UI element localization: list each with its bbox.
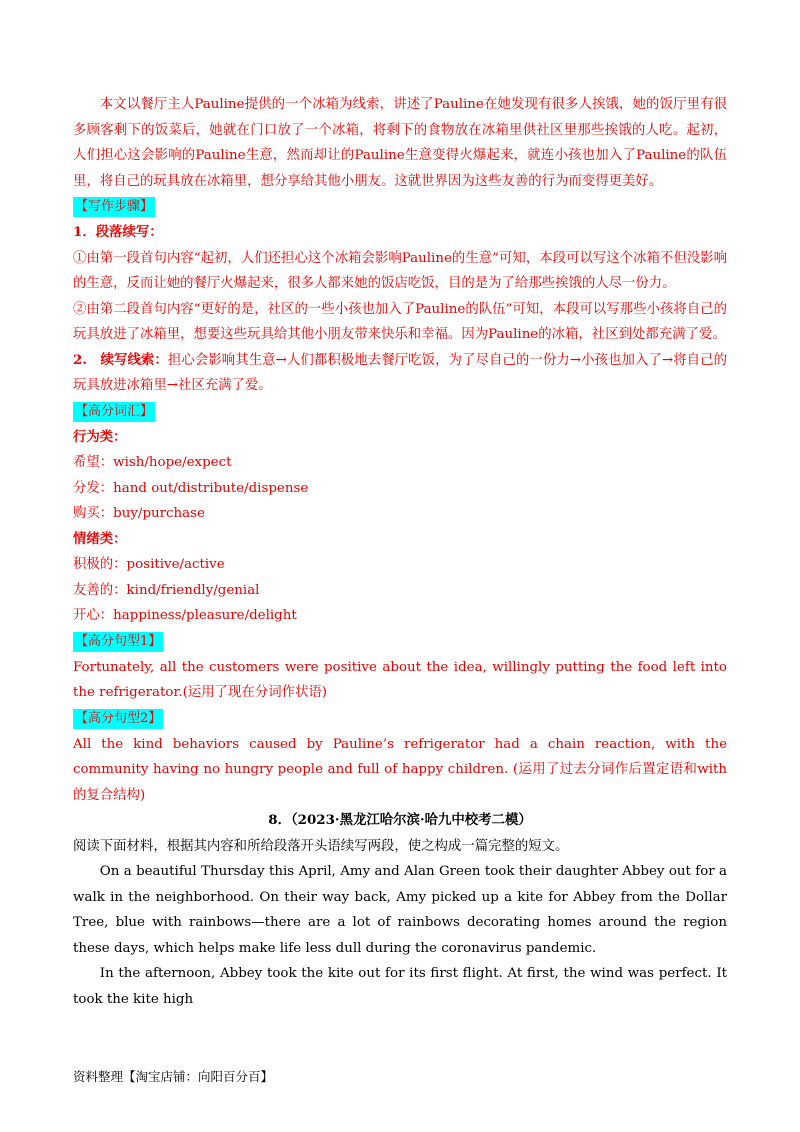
vocab-category-emotions: 情绪类：: [73, 530, 127, 547]
step2-title: 2. 续写线索：: [73, 351, 168, 368]
vocab-item: 开心：happiness/pleasure/delight: [73, 608, 297, 623]
story-paragraph-2: In the afternoon, Abbey took the kite out for its first flight. At first, the wind was perfect. It took the kite high: [73, 966, 727, 1007]
vocab-item: 购买：buy/purchase: [73, 506, 205, 521]
step1-point-a: ①由第一段首句内容“起初，人们还担心这个冰箱会影响Pauline的生意”可知，本段可以写这个冰箱不但没影响的生意，反而让她的餐厅火爆起来，很多人都来她的饭店吃饭，目的是为了给那些挨饿的人尽一份力。: [73, 250, 727, 291]
summary-paragraph: 本文以餐厅主人Pauline提供的一个冰箱为线索，讲述了Pauline在她发现有很多人挨饿，她的饭厅里有很多顾客剩下的饭菜后，她就在门口放了一个冰箱，将剩下的食物放在冰箱里供社区里那些挨饿的人吃。起初，人们担心这会影响的Pauline生意，然而却让的Pauline生意变得火爆起来，就连小孩也加入了Pauline的队伍里，将自己的玩具放在冰箱里，想分享给其他小朋友。这就世界因为这些友善的行为而变得更美好。: [73, 97, 727, 189]
vocab-item: 希望：wish/hope/expect: [73, 455, 232, 470]
story-paragraph-1: On a beautiful Thursday this April, Amy and Alan Green took their daughter Abbey out for a walk in the neighborhood. On their way back, Amy picked up a kite for Abbey from the Dollar Tree, blue with rainbows—there are a lot of rainbows decorating homes around the region these days, which helps make life less dull during the coronavirus pandemic.: [73, 864, 727, 956]
sentence-1-text: Fortunately, all the customers were positive about the idea, willingly putting the food left into the refrigerator.(运用了现在分词作状语): [73, 659, 727, 700]
question-instruction: 阅读下面材料，根据其内容和所给段落开头语续写两段，使之构成一篇完整的短文。: [73, 838, 569, 854]
step2-paragraph: [73, 348, 727, 399]
question-heading: 8．（2023·黑龙江哈尔滨·哈九中校考二模）: [268, 812, 532, 828]
step1-title: 1．段落续写：: [73, 224, 163, 240]
section-tag-writing-steps: 【写作步骤】: [73, 197, 155, 217]
vocab-category-actions: 行为类：: [73, 428, 127, 445]
sentence-2-text: All the kind behaviors caused by Pauline’s refrigerator had a chain reaction, with the community having no hungry people and full of happy children. (运用了过去分词作后置定语和with的复合结构): [73, 736, 727, 803]
vocab-item: 分发：hand out/distribute/dispense: [73, 480, 309, 496]
vocab-item: 友善的：kind/friendly/genial: [73, 582, 260, 598]
section-tag-sentence-1: 【高分句型1】: [73, 632, 163, 652]
vocab-item: 积极的：positive/active: [73, 557, 225, 572]
section-tag-sentence-2: 【高分句型2】: [73, 709, 163, 729]
step2-text: 担心会影响其生意→人们都积极地去餐厅吃饭，为了尽自己的一份力→小孩也加入了→将自己的玩具放进冰箱里→社区充满了爱。: [73, 352, 727, 393]
section-tag-vocab: 【高分词汇】: [73, 402, 155, 422]
page-footer: 资料整理【淘宝店铺：向阳百分百】: [73, 1069, 274, 1084]
step1-point-b: ②由第二段首句内容“更好的是，社区的一些小孩也加入了Pauline的队伍”可知，本段可以写那些小孩将自己的玩具放进了冰箱里，想要这些玩具给其他小朋友带来快乐和幸福。因为Pauline的冰箱，社区到处都充满了爱。: [73, 301, 727, 342]
page-content: [73, 92, 727, 1012]
